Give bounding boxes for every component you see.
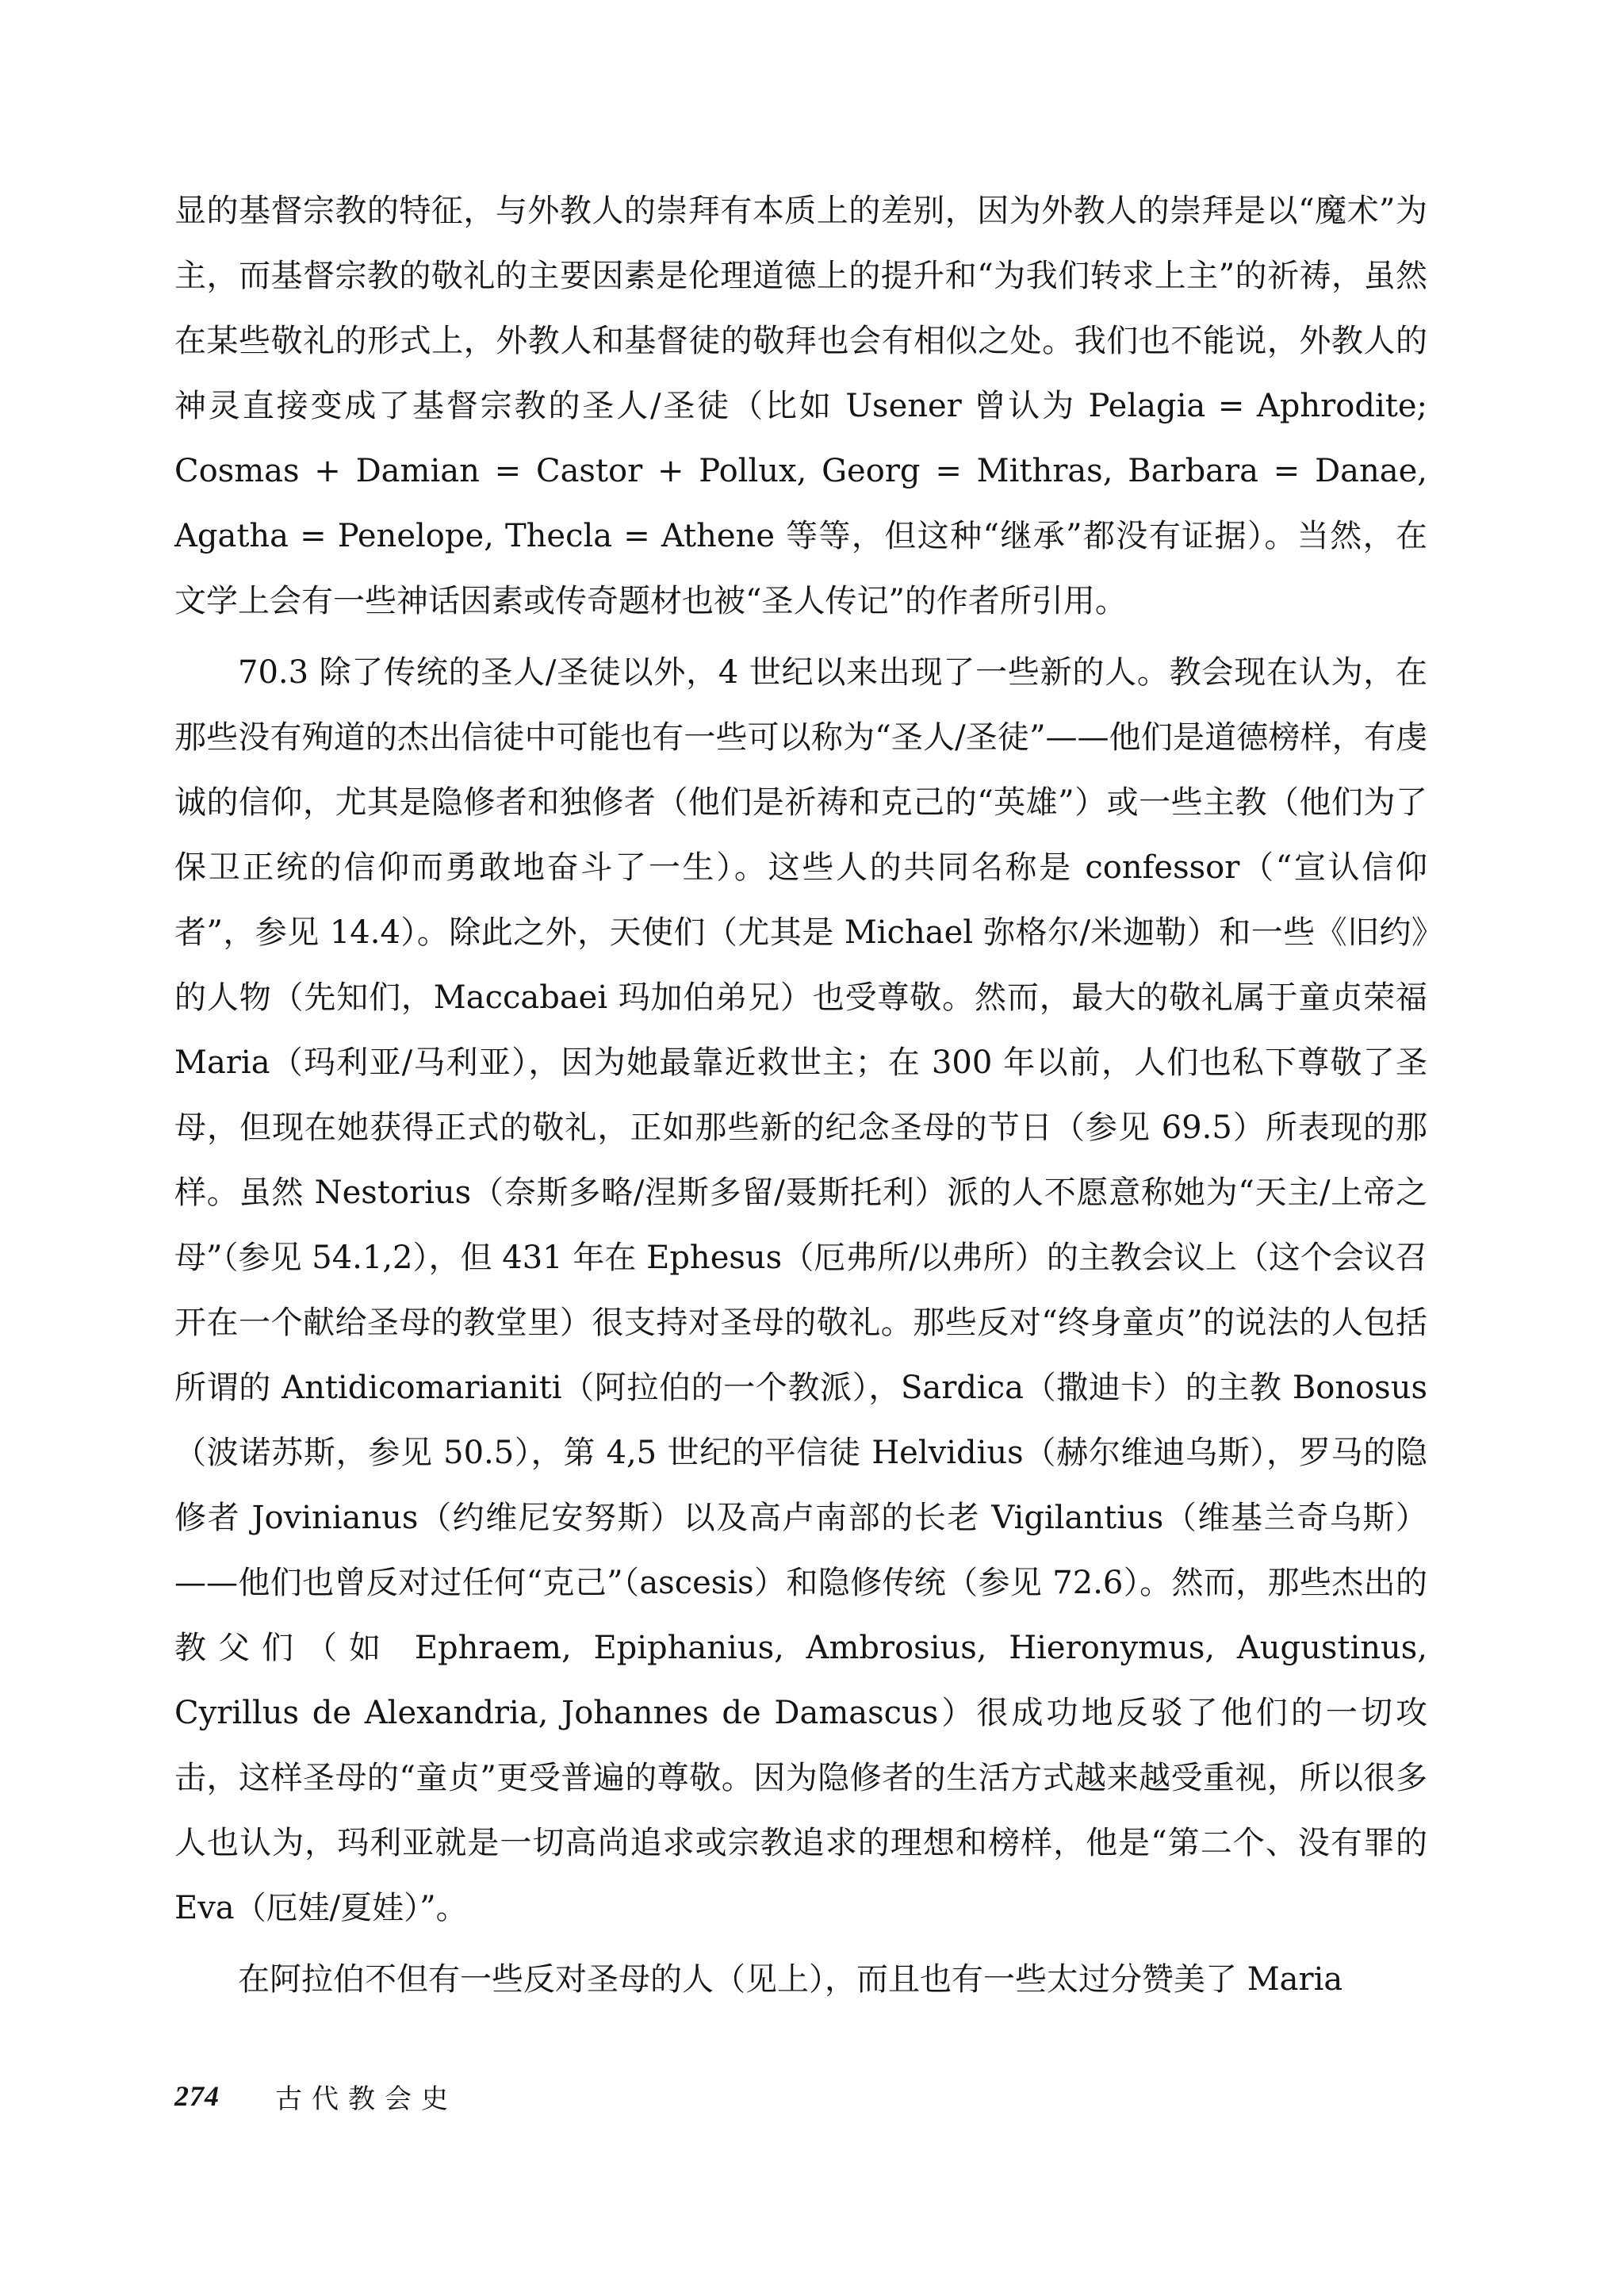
page-body [174, 178, 1427, 2012]
paragraph-continuation: 显的基督宗教的特征，与外教人的崇拜有本质上的差别，因为外教人的崇拜是以“魔术”为主，而基督宗教的敬礼的主要因素是伦理道德上的提升和“为我们转求上主”的祈祷，虽然在某些敬礼的形式上，外教人和基督徒的敬拜也会有相似之处。我们也不能说，外教人的神灵直接变成了基督宗教的圣人/圣徒（比如 Usener 曾认为 Pelagia = Aphrodite; Cosmas + Damian = Castor + Pollux, Georg = Mithras, Barbara = Danae, Agatha = Penelope, Thecla = Athene 等等，但这种“继承”都没有证据）。当然，在文学上会有一些神话因素或传奇题材也被“圣人传记”的作者所引用。 [174, 193, 1427, 619]
running-title: 古代教会史 [275, 2083, 458, 2115]
paragraph-arabia: 在阿拉伯不但有一些反对圣母的人（见上），而且也有一些太过分赞美了 Maria [238, 1961, 1343, 1998]
page-footer [174, 2076, 458, 2116]
paragraph-section-70-3: 70.3 除了传统的圣人/圣徒以外，4 世纪以来出现了一些新的人。教会现在认为，在那些没有殉道的杰出信徒中可能也有一些可以称为“圣人/圣徒”——他们是道德榜样，有虔诚的信仰，尤其是隐修者和独修者（他们是祈祷和克己的“英雄”）或一些主教（他们为了保卫正统的信仰而勇敢地奋斗了一生）。这些人的共同名称是 confessor（“宣认信仰者”，参见 14.4）。除此之外，天使们（尤其是 Michael 弥格尔/米迦勒）和一些《旧约》的人物（先知们，Maccabaei 玛加伯弟兄）也受尊敬。然而，最大的敬礼属于童贞荣福 Maria（玛利亚/马利亚），因为她最靠近救世主；在 300 年以前，人们也私下尊敬了圣母，但现在她获得正式的敬礼，正如那些新的纪念圣母的节日（参见 69.5）所表现的那样。虽然 Nestorius（奈斯多略/涅斯多留/聂斯托利）派的人不愿意称她为“天主/上帝之母”（参见 54.1,2），但 431 年在 Ephesus（厄弗所/以弗所）的主教会议上（这个会议召开在一个献给圣母的教堂里）很支持对圣母的敬礼。那些反对“终身童贞”的说法的人包括所谓的 Antidicomarianiti（阿拉伯的一个教派），Sardica（撒迪卡）的主教 Bonosus（波诺苏斯，参见 50.5），第 4,5 世纪的平信徒 Helvidius（赫尔维迪乌斯），罗马的隐修者 Jovinianus（约维尼安努斯）以及高卢南部的长老 Vigilantius（维基兰奇乌斯）——他们也曾反对过任何“克己”（ascesis）和隐修传统（参见 72.6）。然而，那些杰出的教父们（如 Ephraem, Epiphanius, Ambrosius, Hieronymus, Augustinus, Cyrillus de Alexandria, Johannes de Damascus）很成功地反驳了他们的一切攻击，这样圣母的“童贞”更受普遍的尊敬。因为隐修者的生活方式越来越受重视，所以很多人也认为，玛利亚就是一切高尚追求或宗教追求的理想和榜样，他是“第二个、没有罪的 Eva（厄娃/夏娃）”。 [174, 654, 1427, 1926]
page-number: 274 [174, 2080, 220, 2112]
